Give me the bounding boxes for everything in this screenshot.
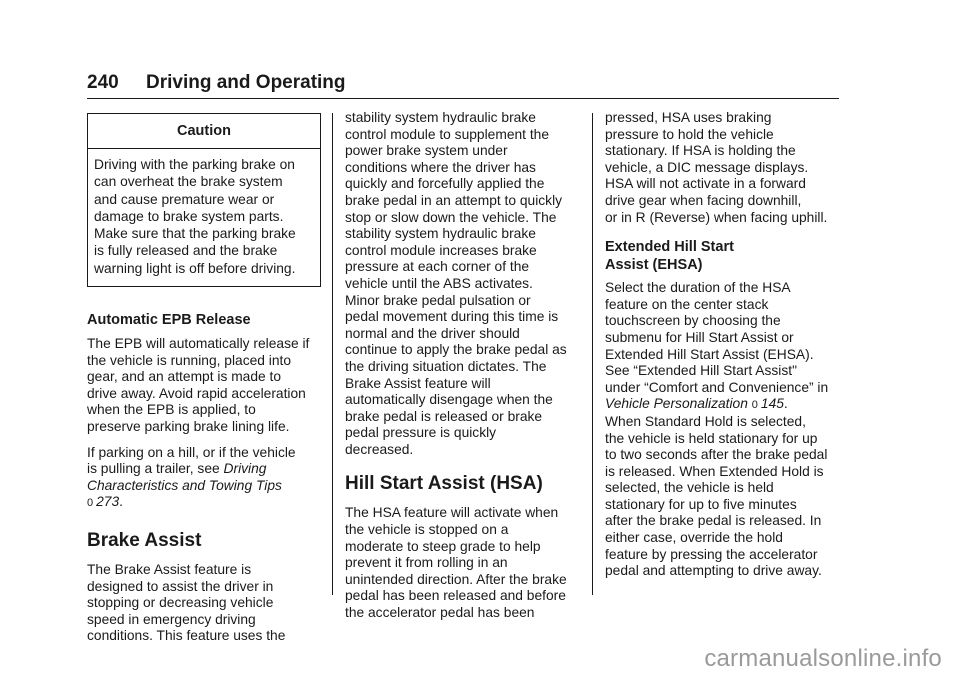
text-line: touchscreen by choosing the bbox=[605, 313, 781, 329]
text-line: the driving situation dictates. The bbox=[345, 358, 547, 374]
text-line: stationary for up to five minutes bbox=[605, 496, 797, 512]
page-ref-number: 145 bbox=[760, 396, 784, 412]
page-reference[interactable] bbox=[87, 494, 321, 512]
text-line: feature on the center stack bbox=[605, 296, 769, 312]
page-ref-icon: 0 bbox=[751, 399, 758, 412]
text-line: the accelerator pedal has been bbox=[345, 605, 535, 621]
ref-period: . bbox=[119, 494, 123, 510]
text-line: control module to supplement the bbox=[345, 126, 550, 142]
text-line: under “Comfort and Convenience” in bbox=[605, 379, 829, 395]
text-line: brake pedal in an attempt to quickly bbox=[345, 192, 563, 208]
epb-heading: Automatic EPB Release bbox=[87, 312, 251, 329]
text-line: Brake Assist feature will bbox=[345, 375, 491, 391]
text-line: quickly and forcefully applied the bbox=[345, 176, 545, 192]
text-line: stopping or decreasing vehicle bbox=[87, 595, 274, 611]
text-line: stability system hydraulic brake bbox=[345, 226, 536, 242]
column-2 bbox=[345, 110, 581, 631]
text-line: selected, the vehicle is held bbox=[605, 480, 774, 496]
caution-box bbox=[87, 113, 321, 287]
text-line: conditions where the driver has bbox=[345, 159, 536, 175]
epb-paragraph bbox=[87, 336, 321, 436]
brake-assist-paragraph bbox=[87, 562, 321, 645]
driving-link[interactable]: Driving bbox=[223, 461, 267, 477]
page-ref-number: 273 bbox=[96, 494, 120, 510]
text-line: pedal and attempting to drive away. bbox=[605, 563, 822, 579]
page-ref-icon: 0 bbox=[87, 497, 94, 510]
text-line bbox=[87, 461, 321, 478]
text-line: pressure to hold the vehicle bbox=[605, 126, 774, 142]
watermark: carmanualsonline.info bbox=[704, 645, 942, 672]
text-line: the vehicle is held stationary for up bbox=[605, 430, 818, 446]
text-line: continue to apply the brake pedal as bbox=[345, 342, 567, 358]
text-line: control module increases brake bbox=[345, 242, 537, 258]
header-rule bbox=[87, 98, 839, 99]
caution-line: damage to brake system parts. bbox=[94, 208, 284, 224]
caution-line: is fully released and the brake bbox=[94, 243, 278, 259]
text-line: power brake system under bbox=[345, 143, 508, 159]
column-divider bbox=[332, 113, 333, 595]
text-line: pedal has been released and before bbox=[345, 588, 566, 604]
ref-period: . bbox=[783, 396, 788, 412]
text-line: preserve parking brake lining life. bbox=[87, 419, 290, 435]
text-line: vehicle until the ABS activates. bbox=[345, 275, 533, 291]
ehsa-heading-line: Extended Hill Start bbox=[605, 239, 734, 256]
column-1 bbox=[87, 110, 321, 654]
text-line: conditions. This feature uses the bbox=[87, 628, 286, 644]
text-line: to two seconds after the brake pedal bbox=[605, 447, 828, 463]
hsa-continued bbox=[605, 110, 841, 226]
text-line: If parking on a hill, or if the vehicle bbox=[87, 444, 296, 460]
text-line: after the brake pedal is released. In bbox=[605, 513, 822, 529]
column-3 bbox=[605, 110, 841, 589]
text-line: speed in emergency driving bbox=[87, 611, 256, 627]
brake-assist-continued bbox=[345, 110, 581, 458]
text-line: drive gear when facing downhill, bbox=[605, 192, 802, 208]
ehsa-heading-line: Assist (EHSA) bbox=[605, 257, 703, 274]
text-line: The HSA feature will activate when bbox=[345, 505, 559, 521]
caution-title: Caution bbox=[88, 114, 320, 149]
text-line: submenu for Hill Start Assist or bbox=[605, 329, 794, 345]
text-line: pressure at each corner of the bbox=[345, 259, 530, 275]
section-title: Driving and Operating bbox=[146, 72, 346, 93]
text-line: The Brake Assist feature is bbox=[87, 562, 252, 578]
text-line: stability system hydraulic brake bbox=[345, 110, 536, 125]
text-line: automatically disengage when the bbox=[345, 392, 553, 408]
text-line: stop or slow down the vehicle. The bbox=[345, 209, 557, 225]
caution-line: Driving with the parking brake on bbox=[94, 157, 295, 172]
ehsa-heading bbox=[605, 238, 841, 274]
page-header bbox=[87, 70, 839, 102]
caution-line: can overheat the brake system bbox=[94, 174, 283, 190]
caution-line: Make sure that the parking brake bbox=[94, 226, 296, 242]
caution-body bbox=[88, 149, 320, 286]
text-fragment: is pulling a trailer, see bbox=[87, 461, 224, 477]
text-line: decreased. bbox=[345, 441, 414, 457]
text-line: pedal pressure is quickly bbox=[345, 425, 497, 441]
text-line: is released. When Extended Hold is bbox=[605, 463, 824, 479]
text-line: moderate to steep grade to help bbox=[345, 538, 541, 554]
text-line: The EPB will automatically release if bbox=[87, 336, 310, 352]
text-line: gear, and an attempt is made to bbox=[87, 369, 282, 385]
text-line: drive away. Avoid rapid acceleration bbox=[87, 385, 306, 401]
caution-line: warning light is off before driving. bbox=[94, 260, 296, 276]
text-line: prevent it from rolling in an bbox=[345, 555, 508, 571]
column-divider bbox=[592, 113, 593, 595]
hsa-heading: Hill Start Assist (HSA) bbox=[345, 473, 543, 495]
hill-paragraph bbox=[87, 445, 321, 512]
text-line: HSA will not activate in a forward bbox=[605, 176, 806, 192]
text-line: the vehicle is stopped on a bbox=[345, 522, 509, 538]
hsa-paragraph bbox=[345, 505, 581, 621]
caution-line: and cause premature wear or bbox=[94, 191, 275, 207]
text-line: stationary. If HSA is holding the bbox=[605, 143, 796, 159]
vehicle-personalization-link[interactable]: Vehicle Personalization bbox=[605, 396, 748, 412]
text-line: normal and the driver should bbox=[345, 325, 520, 341]
text-line: Extended Hill Start Assist (EHSA). bbox=[605, 346, 814, 362]
text-line: vehicle, a DIC message displays. bbox=[605, 159, 809, 175]
text-line: See “Extended Hill Start Assist" bbox=[605, 363, 798, 379]
vehicle-personalization-reference[interactable] bbox=[605, 396, 841, 414]
text-line: Select the duration of the HSA bbox=[605, 280, 791, 296]
text-line: brake pedal is released or brake bbox=[345, 408, 543, 424]
text-line: When Standard Hold is selected, bbox=[605, 413, 806, 429]
ehsa-paragraph bbox=[605, 280, 841, 580]
text-line: when the EPB is applied, to bbox=[87, 402, 256, 418]
driving-characteristics-link[interactable]: Characteristics and Towing Tips bbox=[87, 477, 282, 493]
text-line: the vehicle is running, placed into bbox=[87, 352, 292, 368]
text-line: feature by pressing the accelerator bbox=[605, 546, 818, 562]
text-line: unintended direction. After the brake bbox=[345, 571, 567, 587]
page-number: 240 bbox=[87, 72, 119, 93]
text-line: Minor brake pedal pulsation or bbox=[345, 292, 531, 308]
text-line: pressed, HSA uses braking bbox=[605, 110, 772, 125]
text-line: designed to assist the driver in bbox=[87, 578, 274, 594]
brake-assist-heading: Brake Assist bbox=[87, 530, 202, 552]
text-line: pedal movement during this time is bbox=[345, 309, 559, 325]
text-line: or in R (Reverse) when facing uphill. bbox=[605, 209, 828, 225]
text-line: either case, override the hold bbox=[605, 530, 783, 546]
